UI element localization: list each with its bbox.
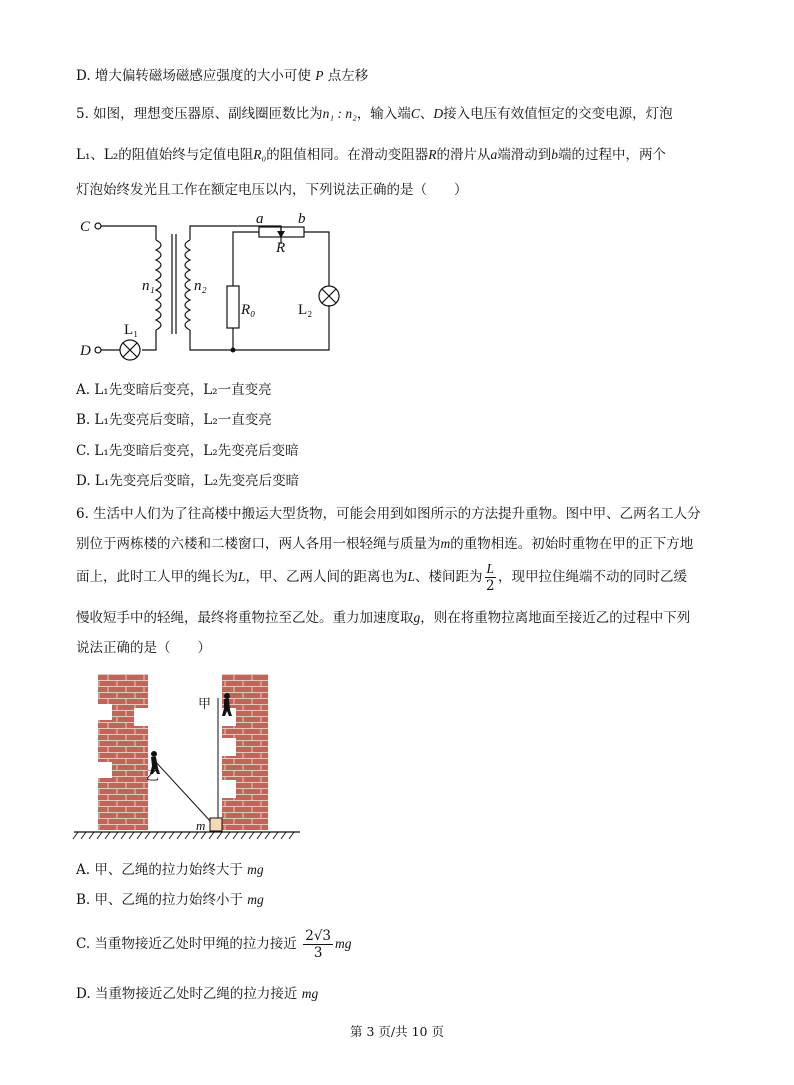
- q6-buildings-figure: [72, 668, 302, 848]
- q5-line-1: 5. 如图，理想变压器原、副线圈匝数比为n₁ : n₂，输入端C、D接入电压有效值恒定的交变电源，灯泡: [76, 106, 673, 122]
- q5-option-d[interactable]: D. L₁先变亮后变暗，L₂先变亮后变暗: [76, 473, 300, 489]
- prev-option-d: D. 增大偏转磁场磁感应强度的大小可使 P 点左移: [76, 68, 369, 84]
- wire-r-right: [304, 232, 329, 286]
- q6-option-d[interactable]: D. 当重物接近乙处时乙绳的拉力接近 mg: [76, 986, 319, 1002]
- wire-r-left: [233, 232, 259, 286]
- left-building: [98, 674, 148, 830]
- q6-line-5: 说法正确的是（ ）: [76, 640, 211, 656]
- label-l1: L₁: [124, 322, 139, 338]
- label-r0: R₀: [241, 302, 256, 318]
- label-n1: n₁: [142, 278, 155, 294]
- label-r: R: [276, 240, 286, 256]
- q6-option-b[interactable]: B. 甲、乙绳的拉力始终小于 mg: [76, 892, 264, 908]
- terminal-d: [95, 347, 101, 353]
- fraction-2root3-over-3: $\frac{2√3}{3}$: [305, 928, 332, 961]
- label-c: C: [80, 219, 91, 235]
- wire-primary-bottom: [142, 330, 156, 350]
- q6-option-c[interactable]: C. 当重物接近乙处时甲绳的拉力接近 $\frac{2√3}{3}$ mg: [76, 928, 352, 961]
- q5-line-3: 灯泡始终发光且工作在额定电压以内，下列说法正确的是（ ）: [76, 182, 468, 198]
- label-b: b: [298, 211, 306, 227]
- wire-c: [101, 226, 156, 240]
- label-jia: 甲: [198, 697, 212, 712]
- label-a: a: [256, 211, 264, 227]
- q5-option-a[interactable]: A. L₁先变暗后变亮，L₂一直变亮: [76, 382, 272, 398]
- q6-line-4: 慢收短手中的轻绳，最终将重物拉至乙处。重力加速度取g，则在将重物拉离地面至接近乙的过程中下列: [76, 610, 691, 626]
- secondary-coil: [185, 240, 190, 330]
- label-d: D: [80, 343, 91, 359]
- resistor-r0: [227, 286, 239, 328]
- lamp-l1-cross: [123, 343, 137, 357]
- page-footer: 第 3 页/共 10 页: [350, 1024, 444, 1039]
- terminal-c: [95, 223, 101, 229]
- q6-option-a[interactable]: A. 甲、乙绳的拉力始终大于 mg: [76, 862, 264, 878]
- primary-coil: [156, 240, 161, 330]
- weight-box: [210, 818, 222, 831]
- ground-hatching: [73, 832, 294, 839]
- lamp-l2-cross: [322, 289, 336, 303]
- q5-option-b[interactable]: B. L₁先变亮后变暗，L₂一直变亮: [76, 412, 272, 428]
- wire-secondary-top: [190, 226, 281, 240]
- label-l2: L₂: [298, 302, 313, 318]
- q6-line-2: 别位于两栋楼的六楼和二楼窗口，两人各用一根轻绳与质量为m的重物相连。初始时重物在甲的正下方地: [76, 536, 694, 552]
- q5-line-2: L₁、L₂的阻值始终与定值电阻R₀的阻值相同。在滑动变阻器R的滑片从a端滑动到b端的过程中，两个: [76, 147, 666, 163]
- label-m: m: [196, 818, 206, 833]
- fraction-l-over-2: $\frac{L}{2}$: [485, 561, 495, 594]
- q6-line-1: 6. 生活中人们为了往高楼中搬运大型货物，可能会用到如图所示的方法提升重物。图中甲、乙两名工人分: [76, 506, 701, 522]
- q5-circuit-diagram: [76, 210, 356, 370]
- q6-line-3: 面上，此时工人甲的绳长为L，甲、乙两人间的距离也为L、楼间距为 $\frac{L}{2}$ ，现甲拉住绳端不动的同时乙缓: [76, 561, 688, 594]
- junction-dot: [231, 348, 236, 353]
- rope-yi: [154, 760, 212, 823]
- label-n2: n₂: [194, 278, 207, 294]
- q5-option-c[interactable]: C. L₁先变暗后变亮，L₂先变亮后变暗: [76, 443, 299, 459]
- label-yi: 乙: [146, 769, 160, 784]
